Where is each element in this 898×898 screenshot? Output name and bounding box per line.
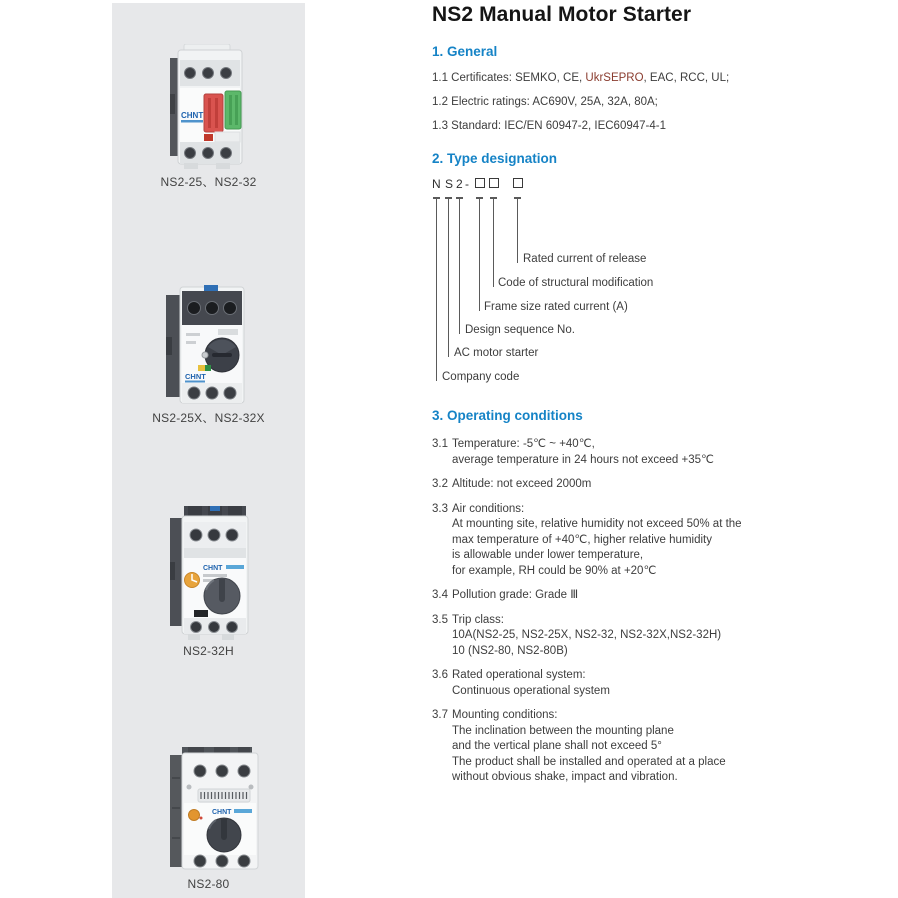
- item-text: Air conditions:: [452, 502, 525, 515]
- type-designation-diagram: [432, 177, 752, 389]
- product-photo-ns2-32h: [170, 506, 252, 641]
- item-text: without obvious shake, impact and vibration.: [452, 771, 678, 783]
- item-text: The product shall be installed and operated at a place: [452, 755, 726, 768]
- item-text: Continuous operational system: [452, 684, 610, 697]
- item-text: 10A(NS2-25, NS2-25X, NS2-32, NS2-32X,NS2-32H): [452, 629, 722, 641]
- certificates-suffix: , EAC, RCC, UL;: [643, 72, 730, 84]
- code-char: N: [432, 177, 441, 191]
- motor-starter-rotary-illustration: [166, 285, 246, 407]
- section-heading: 3. Operating conditions: [432, 408, 583, 423]
- item-text: for example, RH could be 90% at +20℃: [452, 564, 657, 577]
- diagram-label-rated-current: Rated current of release: [523, 253, 647, 265]
- diagram-line: [448, 198, 449, 357]
- motor-starter-rotary-illustration: [170, 506, 252, 641]
- diagram-label-structural-code: Code of structural modification: [498, 277, 654, 289]
- certificates-line: [432, 71, 898, 85]
- product-caption: NS2-80: [187, 877, 230, 891]
- op-item-rated-operational-system: [432, 668, 898, 699]
- diagram-label-ac-motor-starter: AC motor starter: [454, 347, 539, 359]
- certificates-highlight: UkrSEPRO: [585, 72, 644, 84]
- page-title: NS2 Manual Motor Starter: [432, 3, 692, 26]
- item-text: Mounting conditions:: [452, 709, 558, 721]
- item-text: is allowable under lower temperature,: [452, 549, 644, 561]
- section-general: [432, 44, 898, 143]
- item-number: 3.2: [432, 478, 448, 490]
- code-char: S: [445, 177, 454, 191]
- diagram-line: [517, 198, 518, 263]
- item-number: 3.3: [432, 502, 448, 515]
- motor-starter-pushbutton-illustration: [168, 44, 246, 170]
- diagram-line: [479, 198, 480, 311]
- motor-starter-rotary-illustration: [170, 747, 260, 875]
- section-operating-conditions: [432, 408, 898, 795]
- certificates-prefix: 1.1 Certificates: SEMKO, CE,: [432, 72, 586, 84]
- diagram-line: [459, 198, 460, 334]
- code-dash: -: [465, 177, 469, 191]
- section-heading: 1. General: [432, 44, 498, 59]
- product-caption: NS2-25X、NS2-32X: [152, 411, 265, 425]
- diagram-label-frame-size: Frame size rated current (A): [484, 301, 628, 313]
- product-caption: NS2-25、NS2-32: [160, 175, 257, 189]
- brand-logo: CHNT: [212, 809, 232, 816]
- brand-logo: CHNT: [181, 111, 204, 120]
- code-placeholder-box: [513, 178, 523, 188]
- op-item-pollution-grade: [432, 588, 898, 604]
- item-number: 3.1: [432, 438, 448, 450]
- product-photo-ns2-25: [168, 44, 246, 170]
- item-text: and the vertical plane shall not exceed 5°: [452, 740, 662, 752]
- product-photo-ns2-80: [170, 747, 260, 875]
- code-placeholder-box: [475, 178, 485, 188]
- item-number: 3.4: [432, 589, 448, 601]
- item-text: Altitude: not exceed 2000m: [452, 478, 592, 490]
- op-item-altitude: [432, 477, 898, 493]
- item-text: 10 (NS2-80, NS2-80B): [452, 644, 568, 657]
- item-text: Trip class:: [452, 613, 504, 626]
- op-item-temperature: [432, 437, 898, 468]
- product-caption: NS2-32H: [183, 644, 234, 658]
- product-image-panel: [112, 3, 305, 898]
- item-text: max temperature of +40℃, higher relative humidity: [452, 533, 712, 546]
- electric-ratings-line: 1.2 Electric ratings: AC690V, 25A, 32A, 80A;: [432, 96, 658, 108]
- item-text: At mounting site, relative humidity not exceed 50% at the: [452, 518, 742, 530]
- diagram-label-design-sequence: Design sequence No.: [465, 324, 575, 336]
- section-heading: 2. Type designation: [432, 151, 558, 166]
- item-text: Rated operational system:: [452, 669, 586, 681]
- diagram-line: [436, 198, 437, 381]
- diagram-label-company-code: Company code: [442, 371, 520, 383]
- item-number: 3.7: [432, 709, 448, 721]
- op-item-trip-class: [432, 613, 898, 660]
- section-type-designation: [432, 151, 898, 167]
- standard-line: 1.3 Standard: IEC/EN 60947-2, IEC60947-4-1: [432, 120, 666, 132]
- op-item-mounting-conditions: [432, 708, 898, 786]
- diagram-line: [493, 198, 494, 287]
- item-number: 3.6: [432, 669, 448, 681]
- product-photo-ns2-25x: [166, 285, 246, 407]
- brand-logo: CHNT: [203, 565, 223, 572]
- item-number: 3.5: [432, 613, 448, 626]
- code-placeholder-box: [489, 178, 499, 188]
- op-item-air-conditions: [432, 502, 898, 580]
- item-text: The inclination between the mounting plane: [452, 724, 674, 737]
- item-text: Pollution grade: Grade Ⅲ: [452, 589, 579, 601]
- code-char: 2: [456, 177, 463, 191]
- item-text: Temperature: -5℃ ~ +40℃,: [452, 438, 595, 450]
- brand-logo: CHNT: [185, 372, 206, 381]
- item-text: average temperature in 24 hours not exceed +35℃: [452, 453, 714, 466]
